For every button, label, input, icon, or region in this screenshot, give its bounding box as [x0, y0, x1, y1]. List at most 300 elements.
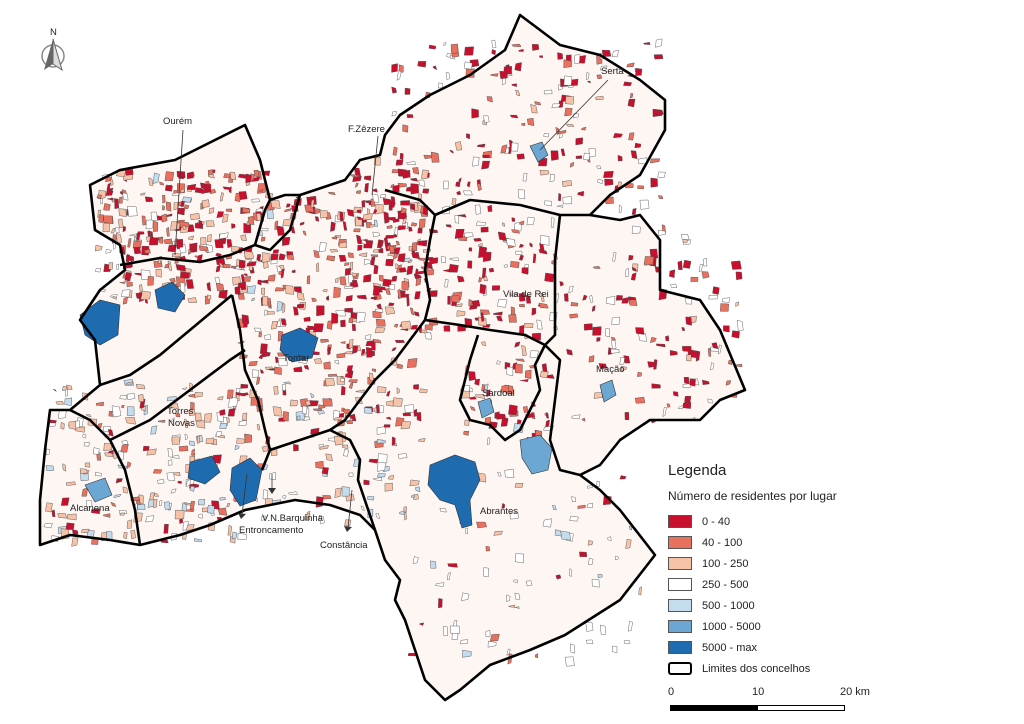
settlement-patch	[197, 436, 200, 444]
settlement-patch	[736, 302, 739, 307]
settlement-patch	[644, 256, 654, 265]
settlement-patch	[551, 151, 559, 161]
settlement-patch	[658, 172, 666, 178]
settlement-patch	[372, 342, 376, 350]
settlement-patch	[164, 502, 170, 510]
settlement-patch	[540, 371, 548, 378]
settlement-patch	[259, 332, 262, 337]
settlement-patch	[509, 314, 517, 322]
settlement-patch	[482, 155, 489, 158]
settlement-patch	[488, 438, 491, 445]
settlement-patch	[414, 409, 417, 416]
settlement-patch	[651, 178, 658, 187]
legend-class-label: 250 - 500	[702, 578, 749, 591]
settlement-patch	[401, 421, 411, 429]
settlement-patch	[322, 467, 329, 474]
settlement-patch	[261, 237, 265, 241]
settlement-patch	[475, 379, 480, 385]
settlement-patch	[267, 312, 275, 315]
settlement-patch	[635, 68, 642, 75]
settlement-patch	[486, 630, 490, 637]
settlement-patch	[67, 385, 73, 390]
settlement-patch	[131, 530, 136, 539]
settlement-patch	[401, 321, 411, 330]
settlement-patch	[377, 473, 385, 477]
settlement-patch	[736, 272, 742, 280]
settlement-patch	[116, 228, 120, 233]
settlement-patch	[273, 407, 282, 417]
settlement-patch	[356, 191, 361, 194]
settlement-patch	[377, 387, 386, 393]
settlement-patch	[713, 287, 720, 295]
settlement-patch	[605, 179, 614, 186]
settlement-patch	[498, 232, 506, 241]
settlement-patch	[512, 44, 521, 47]
settlement-patch	[512, 218, 515, 222]
settlement-patch	[565, 657, 574, 666]
settlement-patch	[172, 253, 181, 257]
settlement-patch	[335, 488, 342, 498]
settlement-patch	[315, 217, 319, 222]
settlement-patch	[506, 239, 515, 247]
north-arrow-icon	[42, 27, 64, 70]
settlement-patch	[374, 265, 378, 274]
settlement-patch	[658, 195, 663, 199]
settlement-patch	[365, 183, 369, 192]
settlement-patch	[339, 255, 346, 261]
settlement-patch	[723, 326, 729, 332]
settlement-patch	[405, 88, 410, 94]
settlement-patch	[690, 379, 696, 386]
settlement-patch	[270, 472, 276, 479]
settlement-patch	[532, 44, 539, 50]
legend-row	[668, 532, 1008, 553]
settlement-patch	[340, 212, 344, 222]
settlement-patch	[275, 357, 278, 363]
settlement-patch	[263, 490, 268, 500]
settlement-patch	[720, 304, 728, 312]
settlement-patch	[625, 268, 628, 276]
label-entroncamento: Entroncamento	[239, 525, 304, 536]
settlement-patch	[61, 498, 69, 506]
settlement-patch	[239, 260, 245, 268]
settlement-patch	[597, 481, 600, 487]
settlement-patch	[699, 264, 702, 272]
settlement-patch	[260, 344, 267, 354]
settlement-patch	[480, 284, 486, 294]
settlement-patch	[414, 384, 419, 389]
settlement-patch	[412, 242, 417, 251]
settlement-patch	[403, 413, 411, 416]
settlement-patch	[341, 386, 345, 395]
settlement-patch	[195, 413, 201, 421]
settlement-patch	[392, 87, 397, 93]
settlement-patch	[313, 324, 323, 332]
settlement-patch	[271, 254, 279, 260]
settlement-patch	[517, 154, 525, 160]
settlement-patch	[472, 300, 480, 306]
settlement-patch	[403, 125, 409, 133]
settlement-patch	[146, 220, 153, 229]
settlement-patch	[412, 252, 420, 259]
settlement-patch	[613, 133, 622, 138]
settlement-patch	[241, 384, 248, 388]
settlement-patch	[52, 510, 55, 517]
settlement-patch	[563, 196, 572, 204]
settlement-patch	[519, 325, 524, 334]
settlement-patch	[194, 539, 201, 542]
settlement-patch	[421, 170, 428, 179]
settlement-patch	[527, 118, 534, 126]
settlement-patch	[593, 327, 602, 336]
settlement-patch	[562, 181, 572, 187]
settlement-patch	[419, 219, 425, 229]
settlement-patch	[65, 398, 72, 406]
legend-swatch	[668, 515, 692, 528]
settlement-patch	[142, 216, 146, 225]
legend-classes	[668, 511, 1008, 658]
settlement-patch	[392, 64, 398, 73]
settlement-patch	[616, 295, 622, 300]
settlement-patch	[393, 398, 403, 407]
settlement-patch	[481, 161, 489, 169]
settlement-patch	[586, 72, 589, 79]
settlement-patch	[492, 286, 500, 291]
settlement-patch	[267, 210, 274, 219]
settlement-patch	[665, 336, 669, 341]
settlement-patch	[168, 460, 172, 466]
settlement-patch	[166, 185, 172, 191]
settlement-patch	[465, 528, 467, 534]
settlement-patch	[95, 245, 102, 251]
settlement-patch	[164, 524, 169, 533]
settlement-patch	[104, 453, 113, 457]
settlement-patch	[375, 204, 383, 214]
settlement-patch	[227, 390, 233, 399]
settlement-patch	[352, 324, 355, 331]
settlement-patch	[314, 358, 321, 363]
settlement-patch	[455, 229, 464, 238]
settlement-patch	[222, 214, 228, 222]
settlement-patch	[110, 180, 113, 186]
settlement-patch	[153, 221, 157, 232]
settlement-patch	[430, 561, 436, 568]
settlement-patch	[216, 283, 224, 291]
settlement-patch	[396, 160, 403, 166]
settlement-patch	[468, 371, 475, 380]
settlement-patch	[402, 281, 409, 290]
settlement-patch	[640, 200, 649, 210]
settlement-patch	[106, 249, 112, 253]
settlement-patch	[45, 503, 52, 512]
settlement-patch	[365, 335, 371, 340]
settlement-patch	[215, 239, 224, 248]
north-label: N	[50, 27, 57, 38]
settlement-patch	[620, 476, 627, 480]
settlement-patch	[275, 288, 285, 292]
settlement-patch	[133, 241, 141, 248]
settlement-patch	[123, 487, 128, 494]
study-area	[40, 15, 745, 700]
settlement-patch	[349, 473, 354, 476]
settlement-patch	[489, 268, 494, 272]
settlement-patch	[462, 650, 471, 657]
settlement-patch	[619, 205, 621, 213]
settlement-patch	[419, 258, 426, 261]
settlement-patch	[398, 454, 407, 459]
settlement-patch	[354, 229, 361, 232]
settlement-patch	[691, 277, 698, 282]
settlement-patch	[492, 40, 497, 48]
settlement-patch	[287, 255, 294, 260]
settlement-patch	[407, 358, 417, 367]
settlement-patch	[389, 303, 395, 306]
settlement-patch	[576, 156, 582, 159]
settlement-patch	[544, 133, 549, 137]
settlement-patch	[403, 170, 411, 178]
settlement-patch	[515, 483, 523, 487]
settlement-patch	[85, 463, 90, 468]
settlement-patch	[400, 201, 410, 205]
settlement-patch	[334, 436, 343, 445]
settlement-patch	[683, 239, 687, 242]
legend-class-label: 0 - 40	[702, 515, 731, 528]
settlement-patch	[311, 199, 314, 208]
settlement-patch	[297, 304, 304, 308]
settlement-patch	[623, 82, 631, 86]
settlement-patch	[103, 223, 110, 232]
settlement-patch	[456, 181, 461, 187]
settlement-patch	[425, 325, 433, 331]
settlement-patch	[390, 246, 395, 253]
label-novas: Novas	[168, 418, 195, 429]
settlement-patch	[516, 251, 522, 255]
settlement-patch	[565, 108, 573, 116]
settlement-patch	[347, 366, 353, 372]
settlement-patch	[625, 412, 629, 419]
settlement-patch	[66, 523, 74, 530]
settlement-patch	[571, 302, 578, 306]
settlement-patch	[56, 401, 64, 404]
boundary-swatch	[668, 662, 692, 675]
settlement-patch	[120, 513, 125, 515]
settlement-patch	[451, 296, 459, 303]
settlement-patch	[293, 444, 298, 451]
settlement-patch	[95, 269, 101, 273]
settlement-patch	[473, 157, 480, 166]
settlement-patch	[452, 198, 456, 205]
settlement-patch	[364, 480, 370, 485]
settlement-patch	[385, 307, 395, 315]
legend-class-label: 40 - 100	[702, 536, 743, 549]
settlement-patch	[134, 247, 141, 254]
settlement-patch	[686, 317, 692, 325]
settlement-patch	[151, 212, 158, 221]
label-fzezere: F.Zêzere	[348, 124, 385, 135]
settlement-patch	[519, 304, 525, 307]
settlement-patch	[268, 298, 271, 307]
settlement-patch	[377, 427, 386, 435]
settlement-patch	[154, 499, 158, 508]
settlement-patch	[120, 396, 127, 400]
settlement-patch	[683, 260, 691, 268]
settlement-patch	[145, 197, 153, 202]
settlement-patch	[106, 191, 113, 196]
settlement-patch	[586, 622, 593, 631]
settlement-patch	[405, 405, 415, 413]
settlement-patch	[570, 569, 572, 577]
settlement-patch	[648, 362, 656, 368]
settlement-patch	[606, 329, 610, 337]
legend-subtitle: Número de residentes por lugar	[668, 489, 837, 503]
settlement-patch	[58, 514, 67, 519]
settlement-patch	[686, 355, 691, 361]
label-macao: Mação	[596, 364, 625, 375]
settlement-patch	[570, 516, 579, 521]
settlement-patch	[241, 235, 247, 241]
settlement-patch	[440, 508, 447, 512]
settlement-patch	[637, 372, 642, 376]
settlement-patch	[154, 261, 163, 268]
settlement-patch	[349, 318, 353, 323]
settlement-patch	[386, 401, 393, 407]
settlement-patch	[323, 399, 333, 407]
settlement-patch	[448, 296, 451, 304]
settlement-patch	[159, 501, 162, 506]
settlement-patch	[137, 504, 145, 509]
settlement-patch	[636, 328, 645, 335]
settlement-patch	[444, 42, 446, 45]
settlement-patch	[162, 195, 165, 203]
settlement-patch	[349, 339, 353, 348]
settlement-patch	[464, 47, 473, 55]
settlement-patch	[644, 42, 651, 44]
settlement-patch	[639, 587, 642, 596]
settlement-patch	[320, 210, 328, 218]
settlement-patch	[445, 279, 449, 287]
settlement-patch	[148, 276, 154, 285]
settlement-patch	[220, 423, 227, 429]
settlement-patch	[375, 327, 385, 333]
settlement-patch	[530, 351, 539, 358]
settlement-patch	[417, 412, 421, 421]
settlement-patch	[438, 598, 442, 607]
settlement-patch	[282, 237, 290, 245]
settlement-patch	[363, 274, 371, 282]
settlement-patch	[444, 181, 449, 189]
label-torres: Torres	[167, 406, 194, 417]
settlement-patch	[722, 298, 730, 303]
settlement-patch	[576, 138, 583, 145]
settlement-patch	[517, 420, 521, 424]
settlement-patch	[174, 203, 178, 210]
settlement-patch	[156, 269, 162, 277]
settlement-patch	[274, 386, 279, 394]
settlement-patch	[84, 442, 89, 446]
settlement-patch	[167, 473, 175, 481]
settlement-patch	[377, 462, 385, 471]
settlement-patch	[104, 216, 113, 224]
settlement-patch	[246, 174, 252, 183]
settlement-patch	[488, 205, 493, 212]
scale-segment-black	[670, 705, 758, 711]
settlement-patch	[670, 284, 676, 288]
settlement-patch	[67, 514, 76, 520]
settlement-patch	[429, 45, 436, 49]
settlement-patch	[380, 195, 386, 198]
settlement-patch	[703, 258, 707, 266]
legend-swatch	[668, 557, 692, 570]
settlement-patch	[352, 273, 357, 277]
legend-title: Legenda	[668, 462, 727, 479]
settlement-patch	[273, 250, 279, 254]
settlement-patch	[254, 328, 261, 332]
settlement-patch	[99, 215, 104, 223]
settlement-patch	[500, 71, 508, 78]
settlement-patch	[119, 197, 122, 204]
settlement-patch	[392, 276, 397, 281]
settlement-patch	[592, 579, 599, 587]
settlement-patch	[392, 437, 395, 446]
settlement-patch	[566, 124, 574, 126]
settlement-patch	[398, 254, 406, 263]
settlement-patch	[138, 394, 144, 402]
legend-swatch	[668, 599, 692, 612]
settlement-patch	[61, 422, 65, 429]
settlement-patch	[418, 228, 423, 233]
settlement-patch	[589, 148, 596, 157]
settlement-patch	[708, 348, 711, 356]
settlement-patch	[166, 202, 171, 212]
settlement-patch	[207, 295, 211, 300]
settlement-patch	[261, 288, 265, 295]
legend-row	[668, 574, 1008, 595]
settlement-patch	[561, 531, 571, 540]
settlement-patch	[638, 186, 644, 189]
settlement-patch	[239, 420, 247, 425]
settlement-patch	[564, 60, 572, 68]
settlement-patch	[496, 414, 506, 420]
settlement-patch	[281, 319, 286, 325]
legend-class-label: 100 - 250	[702, 557, 749, 570]
settlement-patch	[279, 254, 286, 260]
settlement-patch	[457, 311, 466, 317]
settlement-patch	[523, 406, 528, 412]
settlement-patch	[342, 487, 349, 497]
settlement-patch	[398, 226, 406, 230]
settlement-patch	[323, 495, 332, 499]
scale-tick-0: 0	[668, 686, 675, 698]
settlement-patch	[262, 252, 270, 262]
settlement-patch	[527, 217, 535, 225]
settlement-patch	[149, 237, 159, 245]
legend-swatch	[668, 620, 692, 633]
settlement-patch	[257, 254, 261, 261]
settlement-patch	[356, 312, 365, 322]
settlement-patch	[177, 239, 183, 248]
settlement-patch	[153, 469, 162, 473]
settlement-patch	[709, 295, 718, 299]
settlement-patch	[46, 466, 54, 471]
settlement-patch	[441, 257, 446, 263]
settlement-patch	[594, 393, 603, 399]
settlement-patch	[141, 291, 151, 300]
settlement-patch	[204, 184, 211, 193]
settlement-patch	[165, 172, 174, 181]
legend-row	[668, 595, 1008, 616]
settlement-patch	[505, 469, 514, 478]
settlement-patch	[275, 367, 282, 375]
